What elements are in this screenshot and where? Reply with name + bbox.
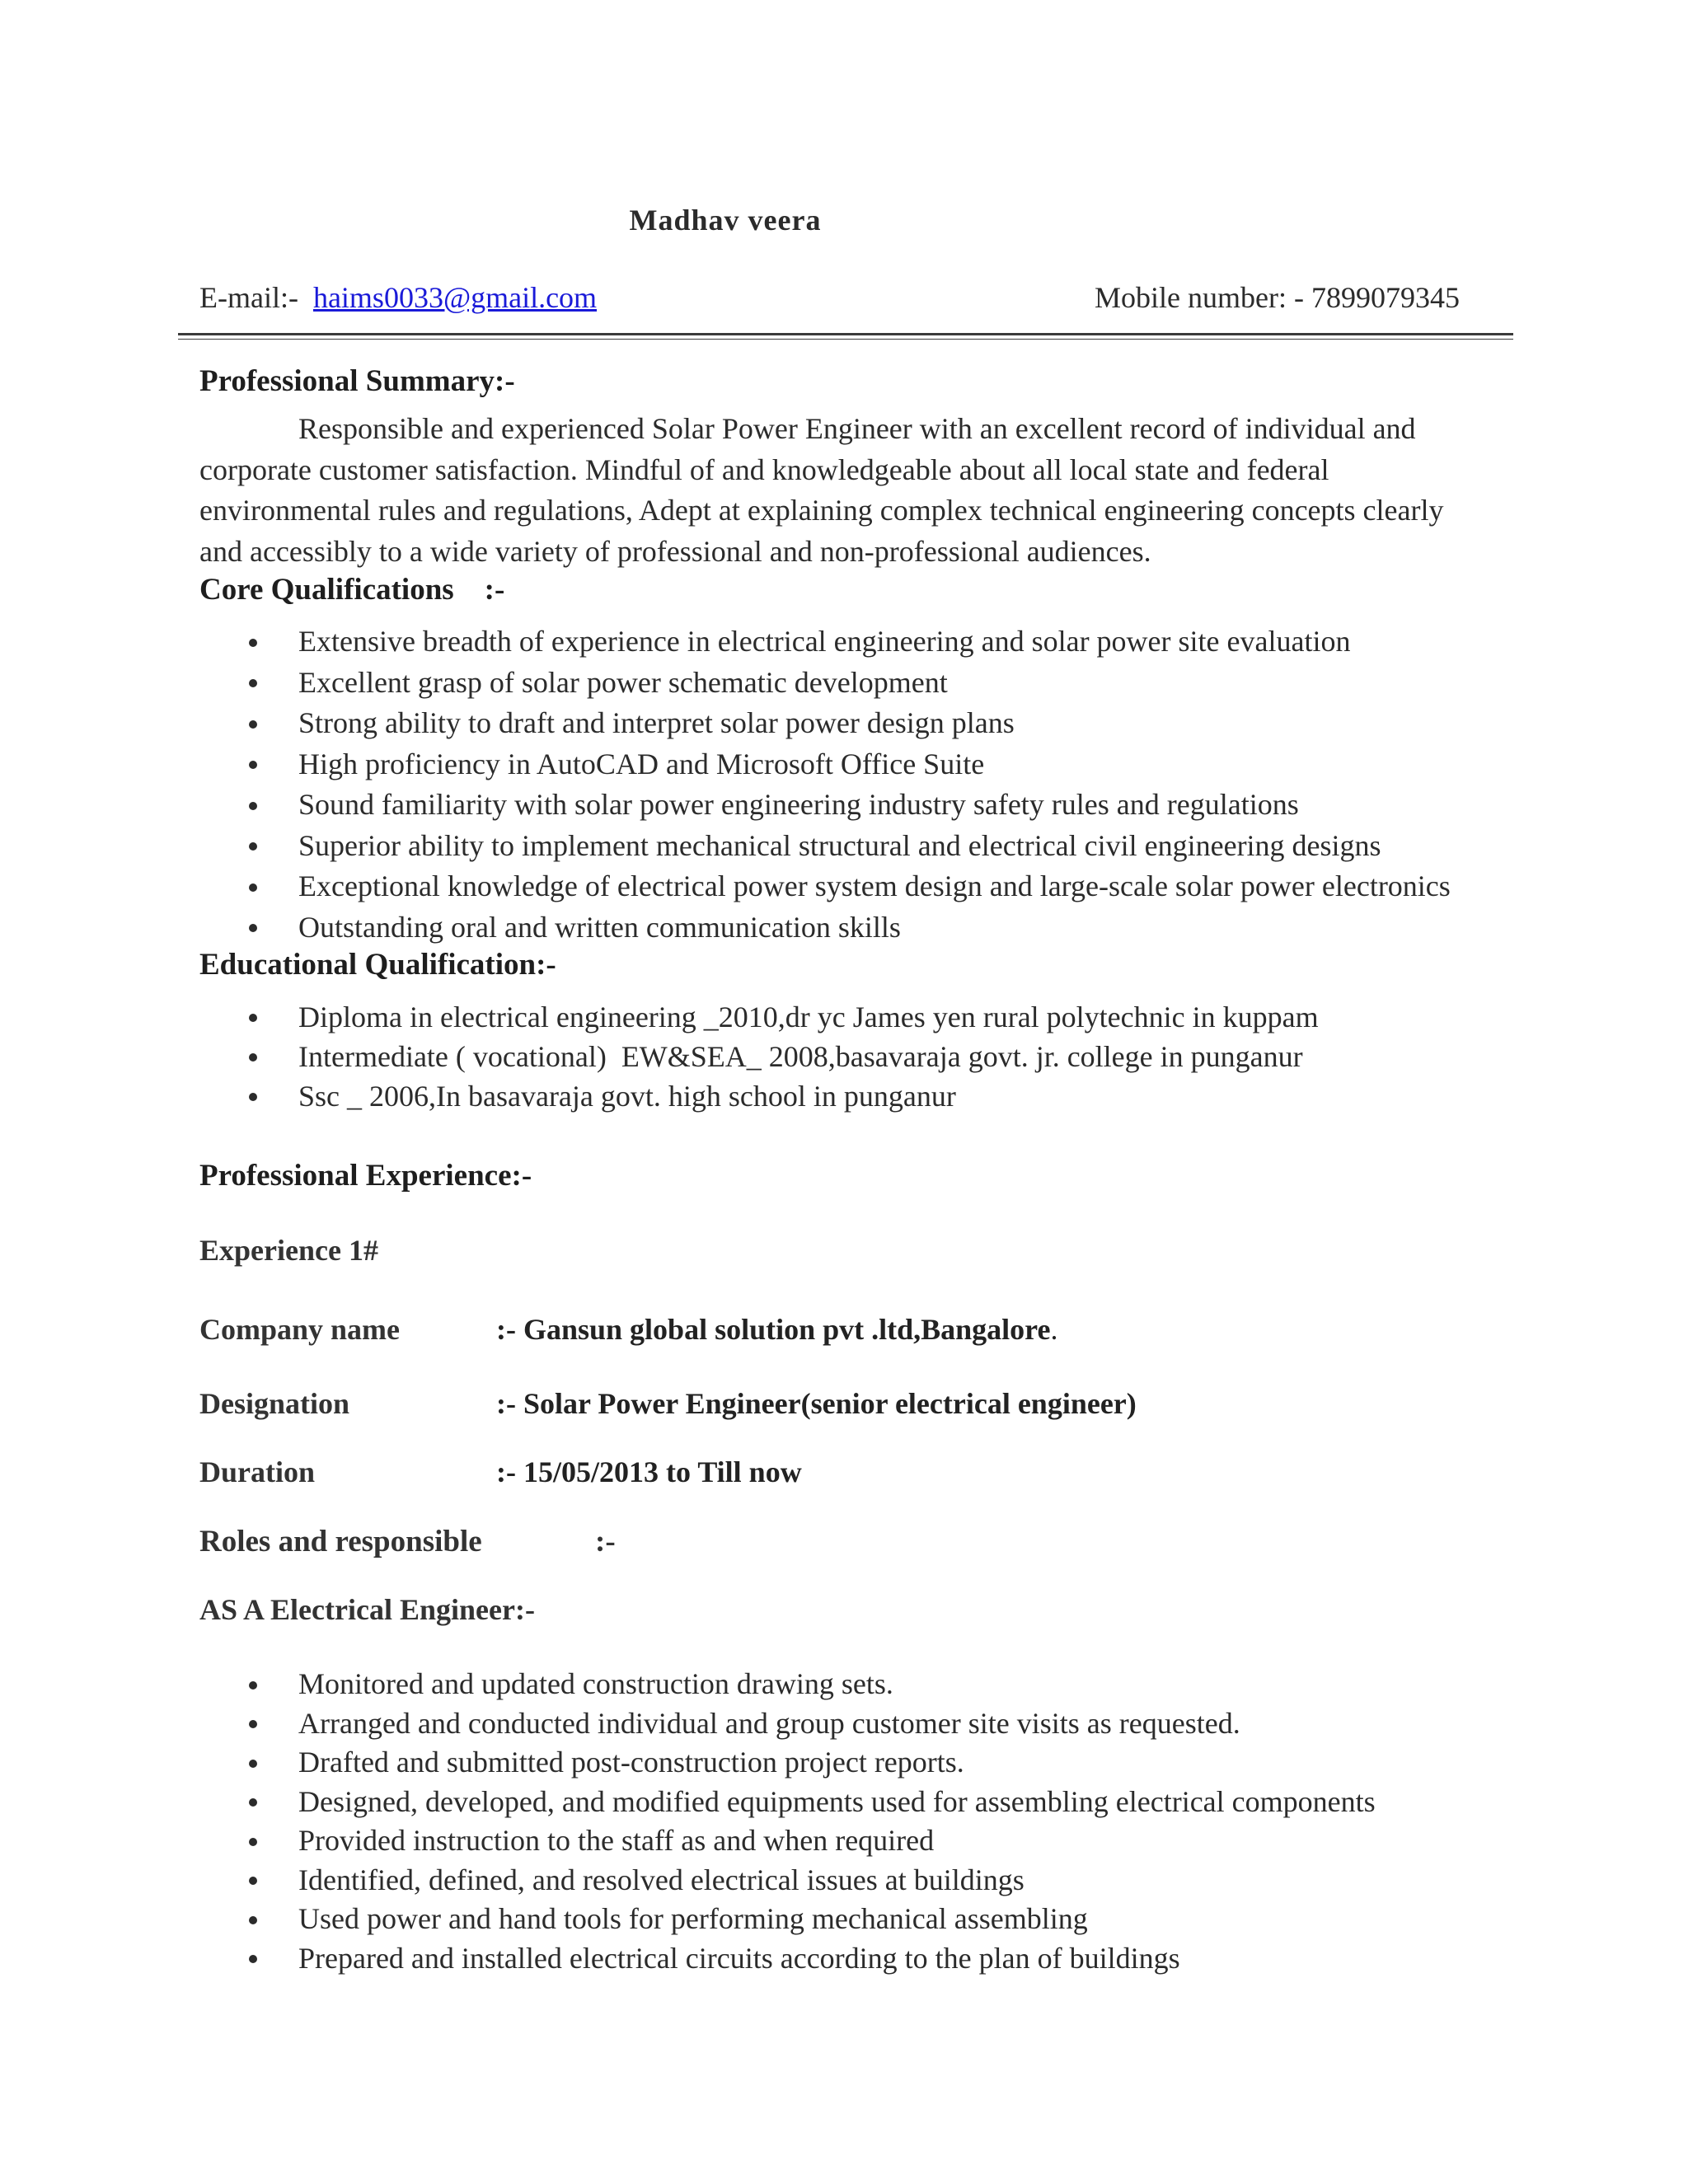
list-item: Designed, developed, and modified equipments used for assembling electrical components [0,1783,1376,1822]
company-value: :- Gansun global solution pvt .ltd,Bangalore. [496,1313,1058,1346]
list-item: Ssc _ 2006,In basavaraja govt. high school in punganur [0,1076,1319,1116]
list-item: Identified, defined, and resolved electrical issues at buildings [0,1861,1376,1900]
duration-label: Duration [199,1455,316,1488]
list-item: Provided instruction to the staff as and when required [0,1821,1376,1861]
roles-label: Roles and responsible [199,1525,482,1558]
candidate-name: Madhav veera [629,204,822,237]
education-list [0,997,1319,1116]
designation-label: Designation [199,1387,350,1420]
experience-title: Experience 1# [199,1234,378,1267]
header-divider-thin [178,339,1513,340]
summary-paragraph [199,409,1443,572]
summary-line: environmental rules and regulations, Adept at explaining complex technical engineering concepts clearly [199,494,1444,527]
core-heading: Core Qualifications :- [199,573,505,607]
list-item: Drafted and submitted post-construction project reports. [0,1743,1376,1783]
list-item: Prepared and installed electrical circuits according to the plan of buildings [0,1939,1376,1979]
list-item: Arranged and conducted individual and group customer site visits as requested. [0,1704,1376,1744]
role-heading: AS A Electrical Engineer:- [199,1593,535,1626]
email-link[interactable]: haims0033@gmail.com [312,281,598,314]
duration-value: :- 15/05/2013 to Till now [496,1455,802,1488]
list-item: Extensive breadth of experience in electrical engineering and solar power site evaluation [0,621,1451,663]
core-qualifications-list [0,621,1451,948]
summary-heading: Professional Summary:- [199,364,515,398]
list-item: Strong ability to draft and interpret solar power design plans [0,703,1451,744]
list-item: Sound familiarity with solar power engineering industry safety rules and regulations [0,785,1451,826]
company-label: Company name [199,1313,401,1346]
email-label: E-mail:- [199,281,298,314]
list-item: Excellent grasp of solar power schematic development [0,663,1451,704]
list-item: Intermediate ( vocational) EW&SEA_ 2008,basavaraja govt. jr. college in punganur [0,1037,1319,1076]
email-line [199,280,597,315]
experience-heading: Professional Experience:- [199,1159,532,1193]
education-heading: Educational Qualification:- [199,948,556,982]
designation-value: :- Solar Power Engineer(senior electrical engineer) [496,1387,1137,1420]
roles-colon: :- [595,1525,616,1558]
list-item: Monitored and updated construction drawing sets. [0,1665,1376,1704]
list-item: High proficiency in AutoCAD and Microsoft Office Suite [0,744,1451,785]
summary-line: and accessibly to a wide variety of professional and non-professional audiences. [199,534,1151,568]
list-item: Used power and hand tools for performing mechanical assembling [0,1900,1376,1939]
header-divider-thick [178,333,1513,335]
responsibilities-list [0,1665,1376,1978]
summary-line: corporate customer satisfaction. Mindful of and knowledgeable about all local state and federal [199,452,1329,486]
list-item: Exceptional knowledge of electrical power system design and large-scale solar power electronics [0,866,1451,907]
mobile-number: Mobile number: - 7899079345 [1095,281,1460,314]
list-item: Outstanding oral and written communication skills [0,907,1451,949]
list-item: Superior ability to implement mechanical structural and electrical civil engineering designs [0,826,1451,867]
summary-line: Responsible and experienced Solar Power Engineer with an excellent record of individual and [298,412,1416,445]
list-item: Diploma in electrical engineering _2010,dr yc James yen rural polytechnic in kuppam [0,997,1319,1037]
